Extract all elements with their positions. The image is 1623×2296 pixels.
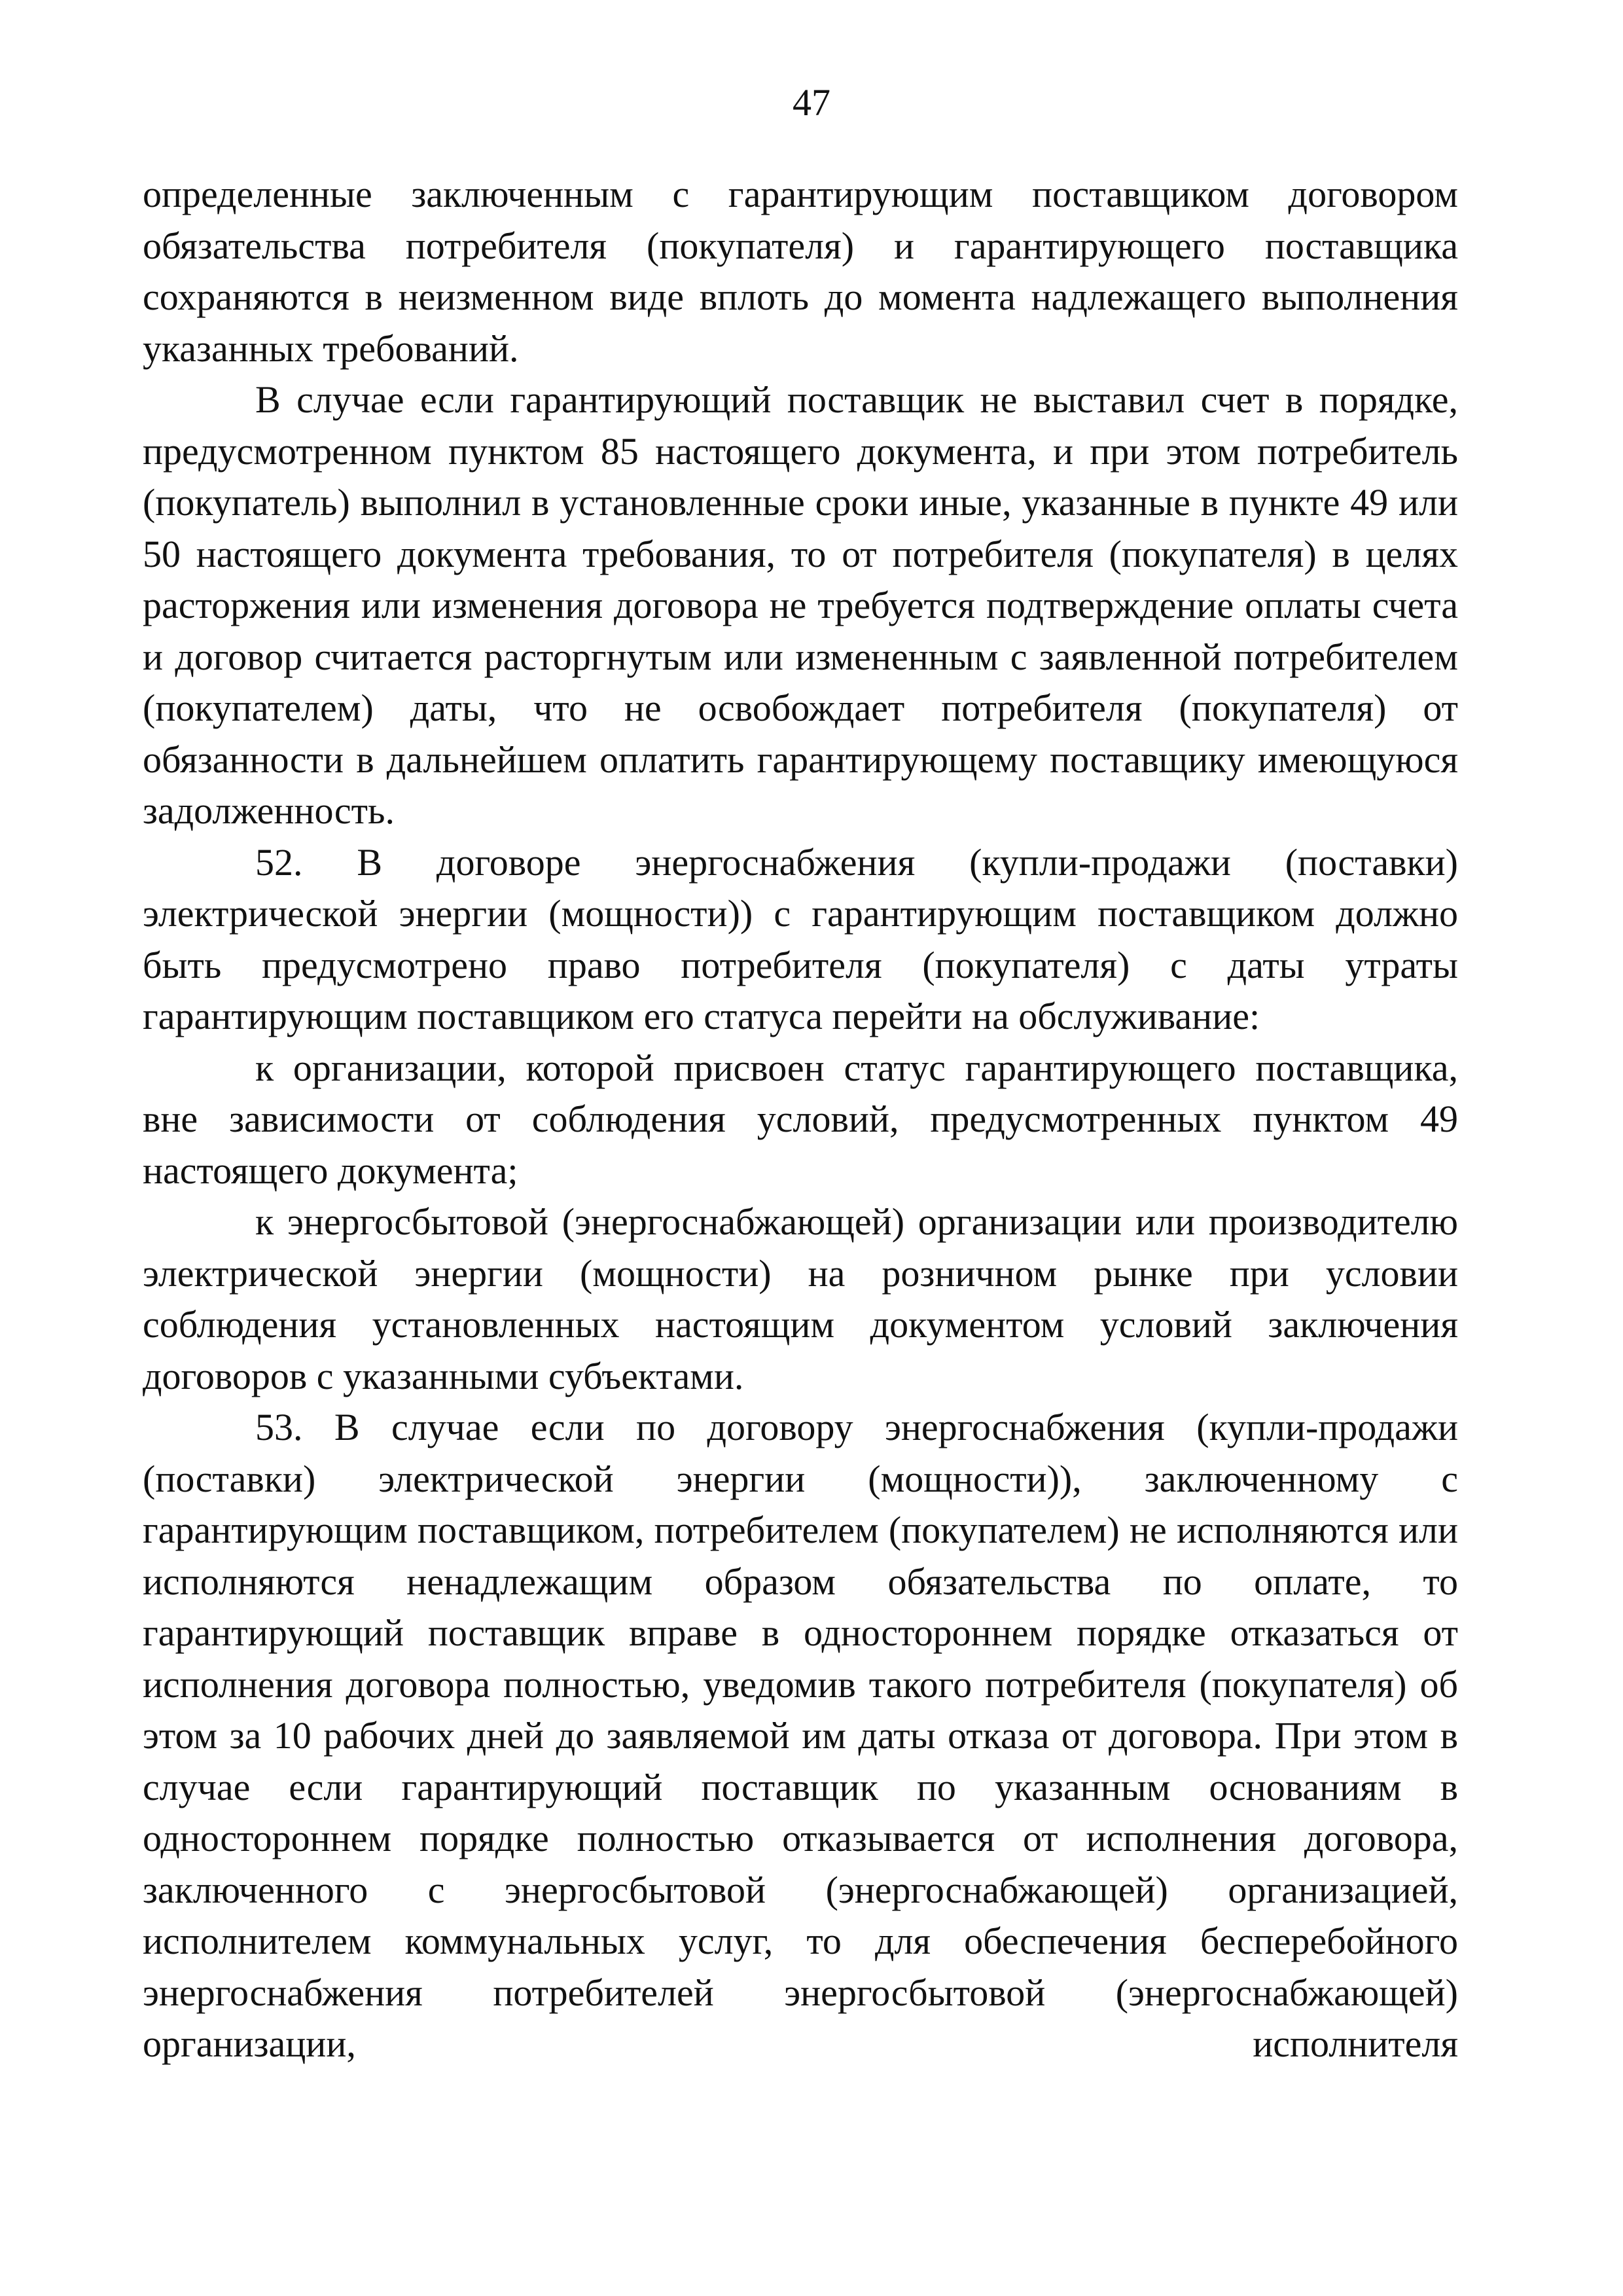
document-body <box>143 169 1458 2070</box>
paragraph-continuation: определенные заключенным с гарантирующим поставщиком договором обязательства потребителя (покупателя) и гарантирующего поставщика сохраняются в неизменном виде вплоть до момента надлежащего выполнения указанных требований. <box>143 173 1458 370</box>
paragraph-clause-53: 53. В случае если по договору энергоснабжения (купли-продажи (поставки) электрической энергии (мощности)), заключенному с гарантирующим поставщиком, потребителем (покупателем) не исполняются или исполняются ненадлежащим образом обязательства по оплате, то гарантирующий поставщик вправе в одностороннем порядке отказаться от исполнения договора полностью, уведомив такого потребителя (покупателя) об этом за 10 рабочих дней до заявляемой им даты отказа от договора. При этом в случае если гарантирующий поставщик по указанным основаниям в одностороннем порядке полностью отказывается от исполнения договора, заключенного с энергосбытовой (энергоснабжающей) организацией, исполнителем коммунальных услуг, то для обеспечения бесперебойного энергоснабжения потребителей энергосбытовой (энергоснабжающей) организации, исполнителя <box>143 1406 1458 2065</box>
paragraph-clause-52-item-1: к организации, которой присвоен статус гарантирующего поставщика, вне зависимости от соблюдения условий, предусмотренных пунктом 49 настоящего документа; <box>143 1046 1458 1192</box>
paragraph-clause-52: 52. В договоре энергоснабжения (купли-продажи (поставки) электрической энергии (мощности)) с гарантирующим поставщиком должно быть предусмотрено право потребителя (покупателя) с даты утраты гарантирующим поставщиком его статуса перейти на обслуживание: <box>143 840 1458 1037</box>
paragraph-clause-52-item-2: к энергосбытовой (энергоснабжающей) организации или производителю электрической энергии (мощности) на розничном рынке при условии соблюдения установленных настоящим документом условий заключения договоров с указанными субъектами. <box>143 1200 1458 1397</box>
page-number: 47 <box>793 81 830 124</box>
paragraph-unbilled-termination: В случае если гарантирующий поставщик не выставил счет в порядке, предусмотренном пунктом 85 настоящего документа, и при этом потребитель (покупатель) выполнил в установленные сроки иные, указанные в пункте 49 или 50 настоящего документа требования, то от потребителя (покупателя) в целях расторжения или изменения договора не требуется подтверждение оплаты счета и договор считается расторгнутым или измененным с заявленной потребителем (покупателем) даты, что не освобождает потребителя (покупателя) от обязанности в дальнейшем оплатить гарантирующему поставщику имеющуюся задолженность. <box>143 378 1458 832</box>
